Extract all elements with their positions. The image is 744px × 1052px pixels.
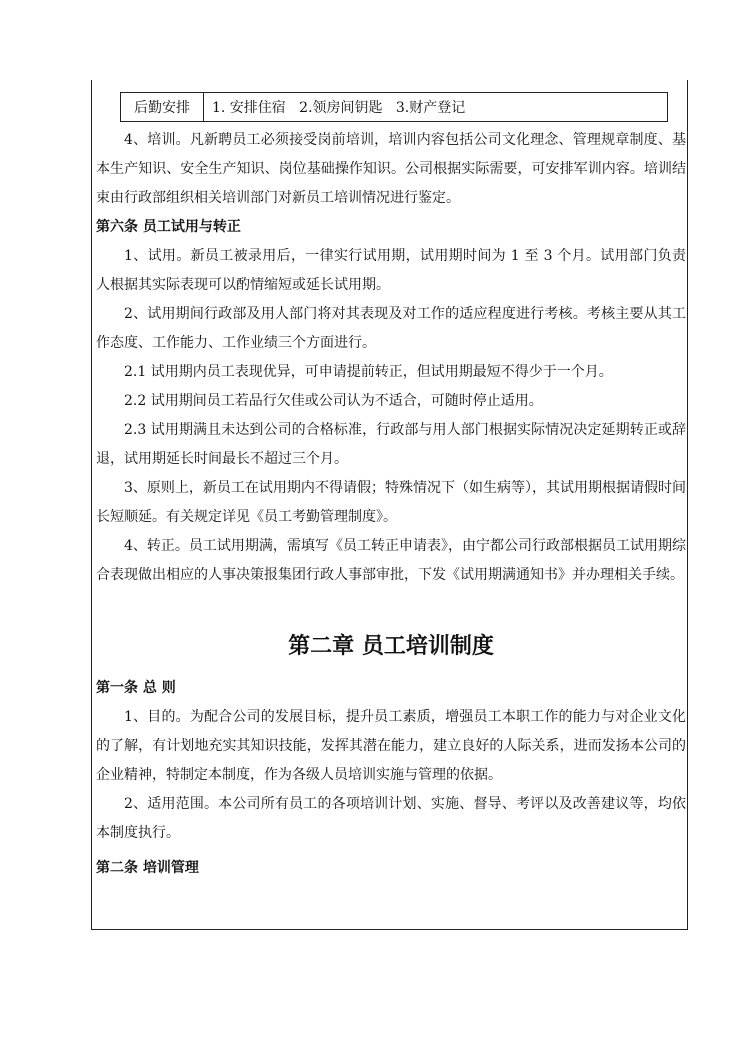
section-heading-probation: 第六条 员工试用与转正	[96, 219, 241, 235]
paragraph-scope: 2、适用范围。本公司所有员工的各项培训计划、实施、督导、考评以及改善建议等，均依本制度执行。	[96, 796, 686, 841]
section-heading-general: 第一条 总 则	[96, 680, 176, 696]
paragraph-probation-4: 4、转正。员工试用期满，需填写《员工转正申请表》，由宁都公司行政部根据员工试用期综合表现做出相应的人事决策报集团行政人事部审批，下发《试用期满通知书》并办理相关手续。	[96, 538, 686, 583]
paragraph-probation-3: 3、原则上，新员工在试用期内不得请假；特殊情况下（如生病等），其试用期根据请假时间长短顺延。有关规定详见《员工考勤管理制度》。	[96, 480, 686, 525]
paragraph-probation-2-2: 2.2 试用期间员工若品行欠佳或公司认为不适合，可随时停止适用。	[124, 393, 543, 409]
logistics-label: 后勤安排	[121, 93, 204, 121]
section-heading-training-management: 第二条 培训管理	[96, 860, 199, 876]
paragraph-training: 4、培训。凡新聘员工必须接受岗前培训，培训内容包括公司文化理念、管理规章制度、基本生产知识、安全生产知识、岗位基础操作知识。公司根据实际需要，可安排军训内容。培训结束由行政部组织相关培训部门对新员工培训情况进行鉴定。	[96, 132, 686, 206]
logistics-table-row	[120, 92, 668, 122]
document-body	[96, 126, 686, 883]
paragraph-purpose: 1、目的。为配合公司的发展目标，提升员工素质，增强员工本职工作的能力与对企业文化的了解，有计划地充实其知识技能，发挥其潜在能力，建立良好的人际关系，进而发扬本公司的企业精神，特制定本制度，作为各级人员培训实施与管理的依据。	[96, 709, 686, 783]
logistics-value: 1. 安排住宿 2.领房间钥匙 3.财产登记	[212, 100, 466, 116]
paragraph-probation-2-3: 2.3 试用期满且未达到公司的合格标准，行政部与用人部门根据实际情况决定延期转正或辞退，试用期延长时间最长不超过三个月。	[96, 422, 686, 467]
chapter-title: 第二章 员工培训制度	[288, 634, 494, 659]
paragraph-probation-1: 1、试用。新员工被录用后，一律实行试用期，试用期时间为 1 至 3 个月。试用部门负责人根据其实际表现可以酌情缩短或延长试用期。	[96, 248, 686, 293]
paragraph-probation-2: 2、试用期间行政部及用人部门将对其表现及对工作的适应程度进行考核。考核主要从其工作态度、工作能力、工作业绩三个方面进行。	[96, 306, 686, 351]
paragraph-probation-2-1: 2.1 试用期内员工表现优异，可申请提前转正，但试用期最短不得少于一个月。	[124, 364, 613, 380]
